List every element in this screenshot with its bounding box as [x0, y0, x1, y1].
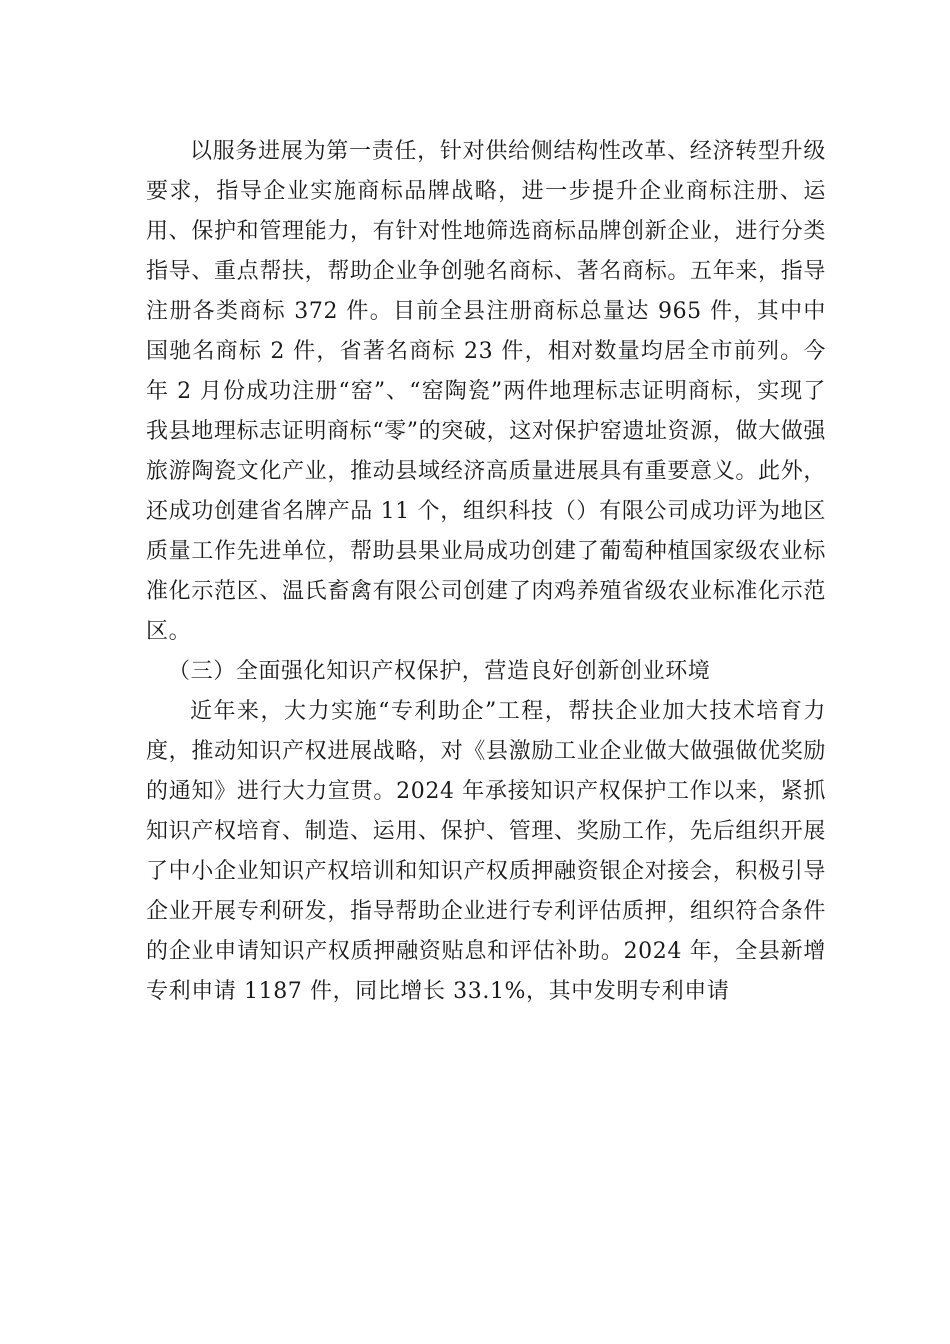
paragraph-trademark-strategy: 以服务进展为第一责任，针对供给侧结构性改革、经济转型升级要求，指导企业实施商标品牌战略，进一步提升企业商标注册、运用、保护和管理能力，有针对性地筛选商标品牌创新企业，进行分类指导、重点帮扶，帮助企业争创驰名商标、著名商标。五年来，指导注册各类商标 372 件。目前全县注册商标总量达 965 件，其中中国驰名商标 2 件，省著名商标 23 件，相对数量均居全市前列。今年 2 月份成功注册“窑”、“窑陶瓷”两件地理标志证明商标，实现了我县地理标志证明商标“零”的突破，这对保护窑遗址资源，做大做强旅游陶瓷文化产业，推动县域经济高质量进展具有重要意义。此外，还成功创建省名牌产品 11 个，组织科技（）有限公司成功评为地区质量工作先进单位，帮助县果业局成功创建了葡萄种植国家级农业标准化示范区、温氏畜禽有限公司创建了肉鸡养殖省级农业标准化示范区。: [146, 139, 826, 644]
section-heading-ip-protection: （三）全面强化知识产权保护，营造良好创新创业环境: [168, 659, 711, 684]
document-body: [146, 132, 826, 1012]
paragraph-patent-program: 近年来，大力实施“专利助企”工程，帮扶企业加大技术培育力度，推动知识产权进展战略，对《县激励工业企业做大做强做优奖励的通知》进行大力宣贯。2024 年承接知识产权保护工作以来，紧抓知识产权培育、制造、运用、保护、管理、奖励工作，先后组织开展了中小企业知识产权培训和知识产权质押融资银企对接会，积极引导企业开展专利研发，指导帮助企业进行专利评估质押，组织符合条件的企业申请知识产权质押融资贴息和评估补助。2024 年，全县新增专利申请 1187 件，同比增长 33.1%，其中发明专利申请: [146, 699, 826, 1004]
